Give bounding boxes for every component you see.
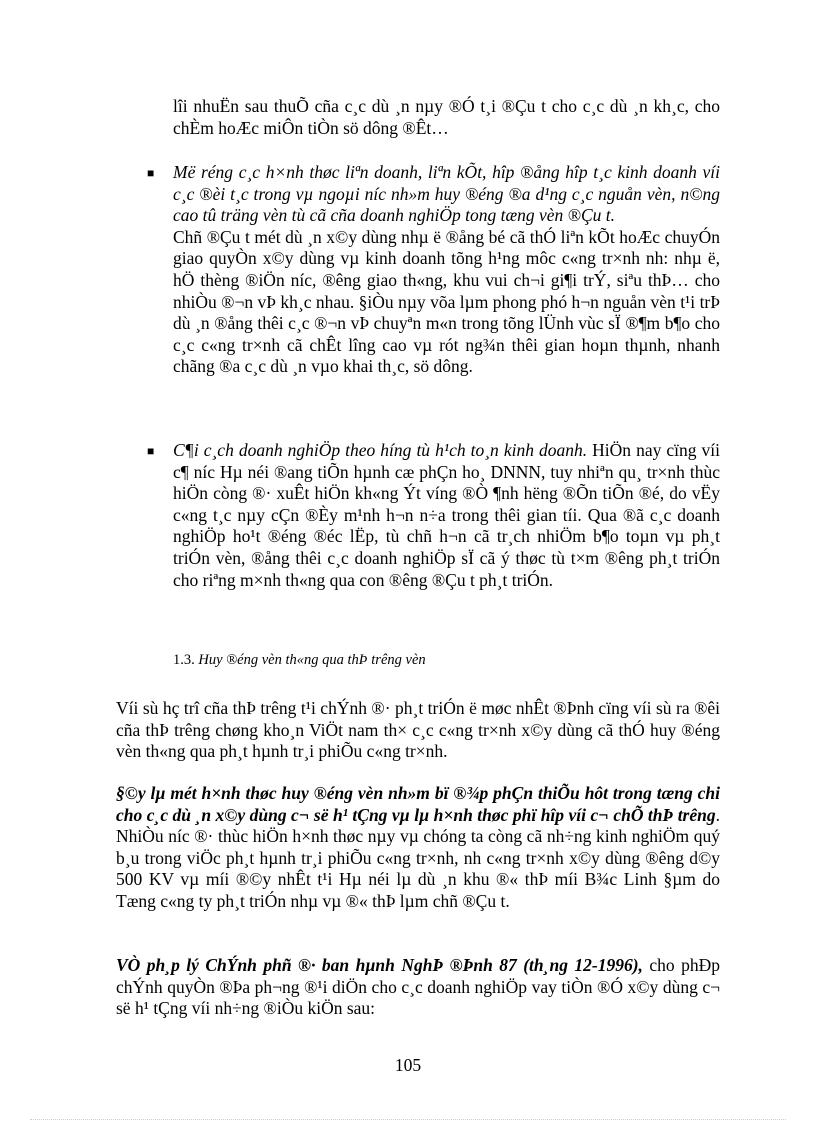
section-heading: [173, 651, 426, 669]
bullet-item-joint-venture-italic: Më réng c¸c h×nh thøc liªn doanh, liªn kÕt, hîp ®ång hîp t¸c kinh doanh víi c¸c ®èi t¸c trong vµ ngoµi níc nh»m huy ®éng ®a d¹ng c¸c nguån vèn, n©ng cao tû träng vèn tù cã cña doanh nghiÖp tong tæng vèn ®Çu t.: [173, 162, 720, 226]
page-bottom-divider: [30, 1119, 786, 1120]
paragraph-capital-market-text: Víi sù hç trî cña thÞ trêng t¹i chÝnh ®· ph¸t triÓn ë møc nhÊt ®Þnh cïng víi sù ra ®êi cña thÞ trêng chøng kho¸n ViÖt nam th× c¸c c«ng tr×nh x©y dùng cã thÓ huy ®éng vèn th«ng qua ph¸t hµnh tr¸i phiÕu c«ng tr×nh.: [116, 698, 720, 762]
bullet-item-enterprise-reform: [173, 440, 720, 591]
bullet-marker-1: ■: [147, 166, 155, 180]
paragraph-bonds: [116, 783, 720, 913]
bullet-marker-2: ■: [147, 444, 155, 458]
paragraph-profit: [173, 96, 720, 139]
page-number: 105: [394, 1055, 422, 1075]
paragraph-capital-market: [116, 698, 720, 763]
paragraph-decree-emphasis: VÒ ph¸p lý ChÝnh phñ ®· ban hµnh NghÞ ®Þnh 87 (th¸ng 12-1996),: [116, 955, 643, 975]
section-heading-title: Huy ®éng vèn th«ng qua thÞ trêng vèn: [198, 652, 426, 668]
bullet-item-joint-venture: [173, 162, 720, 378]
paragraph-decree: [116, 955, 720, 1020]
bullet-item-joint-venture-body: Chñ ®Çu t mét dù ¸n x©y dùng nhµ ë ®ång bé cã thÓ liªn kÕt hoÆc chuyÓn giao quyÒn x©y dùng vµ kinh doanh tõng h¹ng môc c«ng tr×nh nh: nhµ ë, hÖ thèng ®iÖn níc, ®êng giao th«ng, khu vui ch¬i gi¶i trÝ, siªu thÞ… cho nhiÒu ®¬n vÞ kh¸c nhau. §iÒu nµy võa lµm phong phó h¬n nguån vèn t¹i trÞ dù ¸n ®ång thêi c¸c ®¬n vÞ chuyªn m«n trong tõng lÜnh vùc sÏ ®¶m b¶o cho c¸c c«ng tr×nh cã chÊt lîng cao vµ rót ng¾n thêi gian hoµn thµnh, nhanh chãng ®a c¸c dù ¸n vµo khai th¸c, sö dông.: [173, 226, 720, 377]
bullet-item-enterprise-reform-body: HiÖn nay cïng víi c¶ níc Hµ néi ®ang tiÕn hµnh cæ phÇn ho¸ DNNN, tuy nhiªn qu¸ tr×nh thùc hiÖn còng ®· xuÊt hiÖn kh«ng Ýt víng ®Ò ¶nh hëng ®Õn tiÕn ®é, do vËy c«ng t¸c nµy cÇn ®Èy m¹nh h¬n n÷a trong thêi gian tíi. Qua ®ã c¸c doanh nghiÖp ho¹t ®éng ®éc lËp, tù chñ h¬n cã tr¸ch nhiÖm b¶o toµn vµ ph¸t triÓn vèn, ®ång thêi c¸c doanh nghiÖp sÏ cã ý thøc tù t×m ®êng ph¸t triÓn cho riªng m×nh th«ng qua con ®êng ®Çu t ph¸t triÓn.: [173, 440, 720, 590]
paragraph-decree-text: cho phÐp chÝnh quyÒn ®Þa ph¬ng ®¹i diÖn cho c¸c doanh nghiÖp vay tiÒn ®Ó x©y dùng c¬ së h¹ tÇng víi nh÷ng ®iÒu kiÖn sau:: [116, 955, 720, 1019]
paragraph-bonds-text: . NhiÒu níc ®· thùc hiÖn h×nh thøc nµy vµ chóng ta còng cã nh÷ng kinh nghiÖm quý b¸u trong viÖc ph¸t hµnh tr¸i phiÕu c«ng tr×nh, nh c«ng tr×nh x©y dùng ®êng d©y 500 KV vµ míi ®©y nhÊt t¹i Hµ néi lµ dù ¸n khu ®« thÞ míi B¾c Linh §µm do Tæng c«ng ty ph¸t triÓn nhµ vµ ®« thÞ lµm chñ ®Çu t.: [116, 804, 720, 911]
section-heading-number: 1.3.: [173, 652, 199, 668]
bullet-item-enterprise-reform-italic: C¶i c¸ch doanh nghiÖp theo híng tù h¹ch to¸n kinh doanh.: [173, 440, 588, 460]
paragraph-profit-text: lîi nhuËn sau thuÕ cña c¸c dù ¸n nµy ®Ó t¸i ®Çu t cho c¸c dù ¸n kh¸c, cho chÈm hoÆc miÔn tiÒn sö dông ®Êt…: [173, 96, 720, 138]
paragraph-bonds-emphasis: §©y lµ mét h×nh thøc huy ®éng vèn nh»m bï ®¾p phÇn thiÕu hôt trong tæng chi cho c¸c dù ¸n x©y dùng c¬ së h¹ tÇng vµ lµ h×nh thøc phï hîp víi c¬ chÕ thÞ trêng: [116, 783, 720, 825]
